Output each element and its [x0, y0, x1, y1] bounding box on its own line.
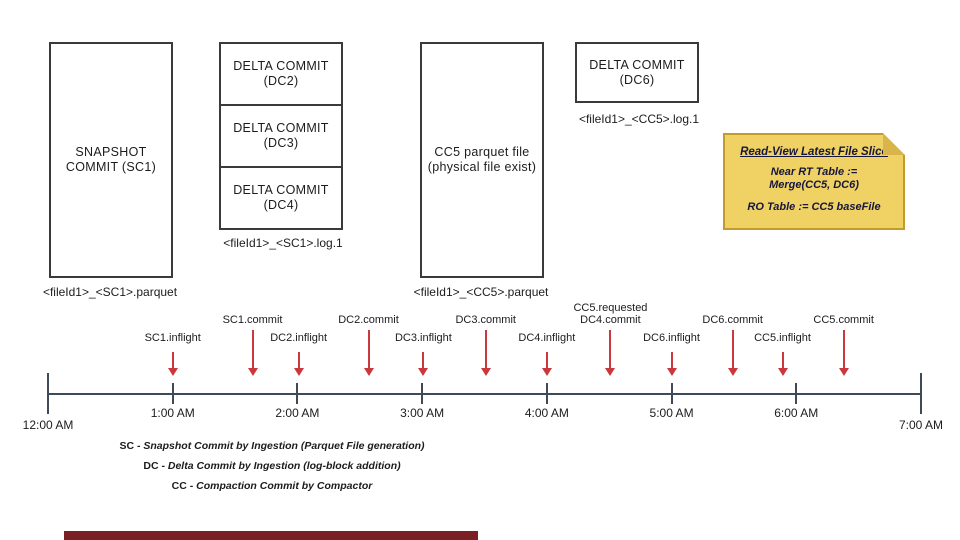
event-arrow-icon	[732, 330, 734, 368]
event-label: DC6.commit	[702, 313, 763, 326]
timeline-tick	[920, 373, 922, 414]
cc5-log-file-label: <fileId1>_<CC5>.log.1	[578, 112, 700, 126]
timeline-tick	[795, 383, 797, 404]
event-arrow-icon	[422, 352, 424, 368]
hour-label: 12:00 AM	[22, 418, 74, 432]
timeline-tick	[671, 383, 673, 404]
event-label: SC1.inflight	[144, 331, 201, 344]
event-label: DC4.inflight	[518, 331, 576, 344]
timeline-tick	[296, 383, 298, 404]
event-label: DC2.commit	[338, 313, 399, 326]
hour-label: 3:00 AM	[400, 406, 445, 420]
delta-commit-cell-dc4: DELTA COMMIT (DC4)	[221, 166, 341, 228]
note-near-rt-line2: Merge(CC5, DC6)	[769, 179, 859, 191]
timeline-tick	[47, 373, 49, 414]
event-label: CC5.requested DC4.commit	[573, 302, 648, 326]
event-label: DC2.inflight	[270, 331, 328, 344]
event-arrow-icon	[671, 352, 673, 368]
legend-row: SC - Snapshot Commit by Ingestion (Parquet File generation)	[119, 440, 425, 452]
event-arrow-icon	[546, 352, 548, 368]
legend-row: CC - Compaction Commit by Compactor	[171, 480, 373, 492]
legend	[52, 436, 492, 496]
dc6-box-line1: DELTA COMMIT	[589, 57, 685, 72]
hour-label: 4:00 AM	[524, 406, 569, 420]
delta-commit-cell-dc3: DELTA COMMIT (DC3)	[221, 104, 341, 166]
legend-row: DC - Delta Commit by Ingestion (log-block addition)	[143, 460, 401, 472]
sc1-box-line2: COMMIT (SC1)	[65, 160, 157, 174]
timeline-tick	[172, 383, 174, 404]
cc5-parquet-file-label: <fileId1>_<CC5>.parquet	[413, 285, 549, 299]
event-arrow-icon	[843, 330, 845, 368]
event-arrow-icon	[298, 352, 300, 368]
event-label: CC5.inflight	[754, 331, 811, 344]
timeline-axis	[48, 393, 921, 395]
note-near-rt-line1: Near RT Table :=	[770, 166, 858, 178]
hour-label: 5:00 AM	[649, 406, 694, 420]
sc1-box-line1: SNAPSHOT	[75, 145, 147, 159]
cc5-box-line2: (physical file exist)	[427, 160, 537, 174]
sc1-log-file-label: <fileId1>_<SC1>.log.1	[223, 236, 343, 250]
event-arrow-icon	[485, 330, 487, 368]
sc1-parquet-file-label: <fileId1>_<SC1>.parquet	[42, 285, 178, 299]
event-label: DC3.commit	[455, 313, 516, 326]
hour-label: 7:00 AM	[898, 418, 943, 432]
note-title: Read-View Latest File Slice	[740, 146, 888, 158]
hour-label: 1:00 AM	[150, 406, 195, 420]
event-arrow-icon	[782, 352, 784, 368]
event-label: CC5.commit	[813, 313, 874, 326]
hour-label: 6:00 AM	[774, 406, 819, 420]
video-progress-bar[interactable]	[64, 531, 478, 540]
event-label: DC6.inflight	[643, 331, 700, 344]
event-label: DC3.inflight	[394, 331, 452, 344]
event-label: SC1.commit	[222, 313, 283, 326]
event-arrow-icon	[368, 330, 370, 368]
hour-label: 2:00 AM	[275, 406, 320, 420]
event-arrow-icon	[172, 352, 174, 368]
timeline-tick	[421, 383, 423, 404]
delta-commit-cell-dc2: DELTA COMMIT (DC2)	[233, 59, 329, 88]
note-ro-line: RO Table := CC5 baseFile	[747, 201, 881, 213]
event-arrow-icon	[609, 330, 611, 368]
cc5-box-line1: CC5 parquet file	[434, 145, 530, 159]
event-arrow-icon	[252, 330, 254, 368]
dc6-box-line2: (DC6)	[619, 72, 655, 87]
timeline-tick	[546, 383, 548, 404]
